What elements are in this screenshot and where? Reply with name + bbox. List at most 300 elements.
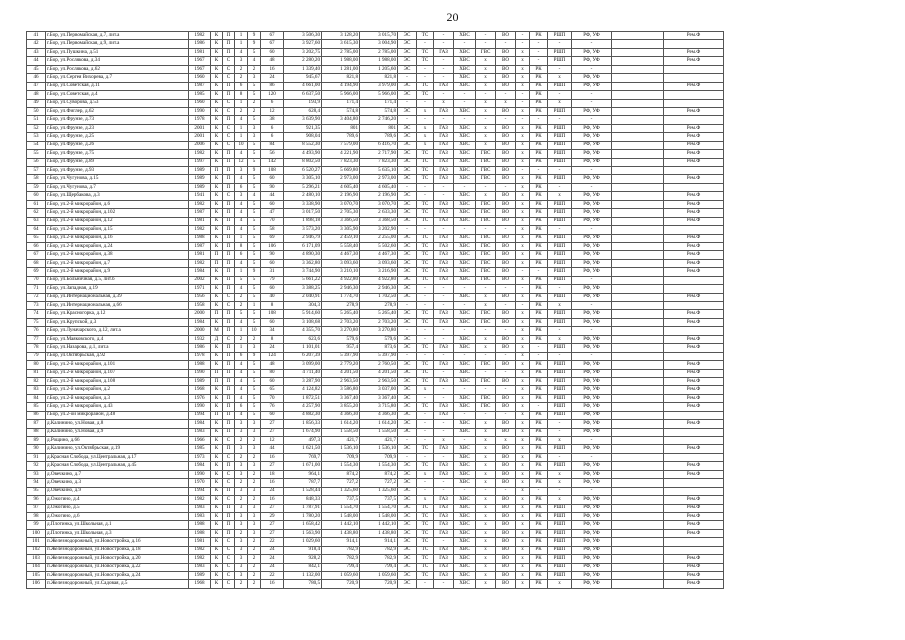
cell-rshp: РШП (548, 251, 572, 259)
cell-rshp: РШП (548, 293, 572, 301)
cell-total-area: 3 388,25 (284, 285, 322, 293)
cell-living-area: 1 281,00 (322, 65, 360, 73)
cell-rshp: х (548, 302, 572, 310)
cell-rf-uf: РФ, УФ (572, 251, 612, 259)
table-row (27, 369, 724, 377)
cell-residential-area: 727,2 (360, 479, 398, 487)
cell-apartments: 69 (261, 234, 284, 242)
cell-wall-material: К (211, 352, 223, 360)
cell-entrances: 3 (235, 428, 248, 436)
table-row (27, 445, 724, 453)
cell-floors: 5 (248, 226, 261, 234)
cell-wall-material: К (211, 32, 223, 40)
table-row (27, 529, 724, 537)
cell-row-number: 42 (27, 40, 46, 48)
cell-floors: 3 (248, 344, 261, 352)
cell-rk: РК (530, 276, 548, 284)
cell-extra (612, 302, 664, 310)
cell-hot-water: - (476, 183, 496, 191)
cell-chute: х (516, 521, 530, 529)
cell-hot-water: х (476, 133, 496, 141)
cell-rshp: РШП (548, 209, 572, 217)
cell-living-area: 4 221,90 (322, 150, 360, 158)
cell-extra (612, 276, 664, 284)
cell-entrances: 2 (235, 74, 248, 82)
cell-year-built: 1968 (189, 580, 211, 588)
cell-rshp: х (548, 192, 572, 200)
cell-heating: ТС (417, 521, 434, 529)
cell-heating: ТС (417, 538, 434, 546)
cell-type: П (223, 428, 235, 436)
cell-entrances: 2 (235, 580, 248, 588)
cell-floors: 5 (248, 116, 261, 124)
cell-repair-fund (664, 352, 724, 360)
cell-rshp: - (548, 183, 572, 191)
cell-chute: х (516, 394, 530, 402)
cell-rf-uf: РФ, УФ (572, 546, 612, 554)
cell-rshp: - (548, 428, 572, 436)
cell-extra (612, 141, 664, 149)
cell-entrances: 4 (235, 411, 248, 419)
cell-extra (612, 217, 664, 225)
cell-sewerage: ВО (496, 217, 516, 225)
cell-cold-water: ХВС (454, 453, 476, 461)
cell-apartments: 27 (261, 428, 284, 436)
cell-cold-water: - (454, 487, 476, 495)
cell-sewerage: ВО (496, 141, 516, 149)
cell-chute: - (516, 99, 530, 107)
cell-cold-water: ХВС (454, 293, 476, 301)
cell-type: С (223, 538, 235, 546)
cell-entrances: 3 (235, 192, 248, 200)
cell-wall-material: К (211, 453, 223, 461)
cell-hot-water: ГВС (476, 276, 496, 284)
cell-type: П (223, 512, 235, 520)
cell-apartments: 24 (261, 563, 284, 571)
cell-heating: - (417, 487, 434, 495)
cell-wall-material: К (211, 302, 223, 310)
cell-apartments: 84 (261, 141, 284, 149)
cell-extra (612, 48, 664, 56)
cell-floors: 2 (248, 538, 261, 546)
table-row (27, 82, 724, 90)
cell-hot-water: ГВС (476, 361, 496, 369)
cell-floors: 3 (248, 420, 261, 428)
cell-cold-water: ХВС (454, 470, 476, 478)
cell-residential-area: 3 368,50 (360, 217, 398, 225)
cell-living-area: 2 705,30 (322, 209, 360, 217)
cell-type: П (223, 487, 235, 495)
cell-cold-water: ХВС (454, 344, 476, 352)
cell-floors: 2 (248, 546, 261, 554)
cell-address: г.Бор, ул.2-й микрорайон, д.43 (46, 403, 189, 411)
cell-year-built: 1966 (189, 437, 211, 445)
cell-wall-material: К (211, 99, 223, 107)
cell-extra (612, 479, 664, 487)
cell-floors: 2 (248, 580, 261, 588)
cell-cold-water: ХВС (454, 251, 476, 259)
cell-sewerage: ВО (496, 124, 516, 132)
cell-wall-material: К (211, 48, 223, 56)
table-row (27, 234, 724, 242)
cell-rshp: РШП (548, 512, 572, 520)
cell-chute: - (516, 268, 530, 276)
cell-gas: ГАЗ (434, 251, 454, 259)
cell-address: г.Бор, ул.Фрунзе, д.89 (46, 158, 189, 166)
cell-type: С (223, 496, 235, 504)
cell-electricity: ЭС (398, 546, 417, 554)
cell-gas: - (434, 57, 454, 65)
cell-address: д.Калинино, ул.Новая, д.9 (46, 428, 189, 436)
cell-rshp: РШП (548, 344, 572, 352)
cell-living-area: 5 966,00 (322, 91, 360, 99)
cell-chute: х (516, 74, 530, 82)
cell-extra (612, 504, 664, 512)
cell-living-area: 3 210,10 (322, 268, 360, 276)
cell-wall-material: К (211, 538, 223, 546)
cell-year-built: 1990 (189, 107, 211, 115)
cell-chute: х (516, 386, 530, 394)
cell-entrances: 4 (235, 285, 248, 293)
page-number: 20 (446, 10, 459, 24)
cell-living-area: 709,9 (322, 453, 360, 461)
cell-apartments: 16 (261, 65, 284, 73)
cell-rshp: РШП (548, 259, 572, 267)
cell-floors: 2 (248, 496, 261, 504)
cell-extra (612, 150, 664, 158)
cell-rf-uf: РФ, УФ (572, 462, 612, 470)
cell-type: С (223, 546, 235, 554)
cell-entrances: 3 (235, 487, 248, 495)
cell-cold-water: ХВС (454, 445, 476, 453)
cell-heating: х (417, 496, 434, 504)
cell-floors: 5 (248, 276, 261, 284)
cell-heating: - (417, 580, 434, 588)
cell-residential-area: 4 366,30 (360, 411, 398, 419)
cell-residential-area: 3 979,00 (360, 82, 398, 90)
cell-row-number: 86 (27, 411, 46, 419)
cell-rf-uf: - (572, 91, 612, 99)
cell-chute: х (516, 344, 530, 352)
cell-chute: х (516, 327, 530, 335)
cell-cold-water: - (454, 327, 476, 335)
cell-type: П (223, 32, 235, 40)
cell-rshp: РШП (548, 504, 572, 512)
cell-address: г.Бор, ул.Фрунзе, д.26 (46, 141, 189, 149)
cell-repair-fund: Рем.Ф (664, 175, 724, 183)
cell-repair-fund: Рем.Ф (664, 124, 724, 132)
cell-cold-water: - (454, 226, 476, 234)
cell-row-number: 83 (27, 386, 46, 394)
cell-rshp: РШП (548, 200, 572, 208)
cell-row-number: 59 (27, 183, 46, 191)
cell-rk: РК (530, 529, 548, 537)
cell-hot-water: х (476, 57, 496, 65)
cell-electricity: ЭС (398, 124, 417, 132)
cell-electricity: ЭС (398, 57, 417, 65)
cell-rshp: РШП (548, 276, 572, 284)
cell-wall-material: К (211, 276, 223, 284)
cell-repair-fund: Рем.Ф (664, 563, 724, 571)
cell-heating: ТС (417, 217, 434, 225)
cell-heating: ТС (417, 259, 434, 267)
cell-address: г.Бор, ул.2-й микрорайон, д.6 (46, 200, 189, 208)
cell-floors: 2 (248, 555, 261, 563)
cell-rshp: х (548, 335, 572, 343)
cell-row-number: 51 (27, 116, 46, 124)
cell-rf-uf: - (572, 183, 612, 191)
table-row (27, 403, 724, 411)
cell-heating: ТС (417, 268, 434, 276)
cell-cold-water: ХВС (454, 572, 476, 580)
cell-apartments: 90 (261, 183, 284, 191)
cell-hot-water: х (476, 453, 496, 461)
cell-chute: х (516, 487, 530, 495)
cell-repair-fund: Рем.Ф (664, 445, 724, 453)
cell-rk: - (530, 167, 548, 175)
cell-residential-area: 1 205,60 (360, 65, 398, 73)
cell-wall-material: К (211, 200, 223, 208)
cell-heating: ТС (417, 242, 434, 250)
table-row (27, 344, 724, 352)
cell-rk: РК (530, 192, 548, 200)
cell-apartments: 18 (261, 470, 284, 478)
cell-total-area: 4 711,40 (284, 369, 322, 377)
cell-type: С (223, 141, 235, 149)
cell-year-built: 1982 (189, 150, 211, 158)
cell-address: г.Бор, ул.Фрунзе, д.23 (46, 124, 189, 132)
cell-living-area: 4 366,30 (322, 411, 360, 419)
cell-entrances: 2 (235, 65, 248, 73)
cell-wall-material: К (211, 572, 223, 580)
cell-year-built: 2000 (189, 310, 211, 318)
cell-gas: ГАЗ (434, 141, 454, 149)
cell-sewerage: - (496, 183, 516, 191)
cell-address: г.Бор, ул.Первомайская, д.7, лит.а (46, 32, 189, 40)
cell-apartments: 124 (261, 352, 284, 360)
cell-floors: 5 (248, 361, 261, 369)
cell-entrances: 1 (235, 344, 248, 352)
cell-gas: ГАЗ (434, 259, 454, 267)
cell-entrances: 4 (235, 217, 248, 225)
cell-sewerage: ВО (496, 259, 516, 267)
cell-sewerage: ВО (496, 555, 516, 563)
cell-heating: - (417, 302, 434, 310)
cell-apartments: 67 (261, 40, 284, 48)
cell-type: С (223, 107, 235, 115)
cell-chute: х (516, 276, 530, 284)
cell-hot-water: х (476, 504, 496, 512)
table-row (27, 377, 724, 385)
cell-chute: х (516, 420, 530, 428)
cell-address: г.Бор, ул.Красногорка, д.12 (46, 310, 189, 318)
cell-sewerage: ВО (496, 293, 516, 301)
cell-total-area: 4 257,90 (284, 403, 322, 411)
cell-gas: ГАЗ (434, 276, 454, 284)
cell-rshp: х (548, 479, 572, 487)
cell-rf-uf: РФ, УФ (572, 74, 612, 82)
cell-electricity: ЭС (398, 192, 417, 200)
cell-rf-uf: РФ, УФ (572, 310, 612, 318)
cell-chute: х (516, 310, 530, 318)
cell-floors: 5 (248, 200, 261, 208)
cell-electricity: ЭС (398, 141, 417, 149)
cell-repair-fund: Рем.Ф (664, 335, 724, 343)
cell-living-area: 4 194,90 (322, 82, 360, 90)
cell-apartments: 16 (261, 580, 284, 588)
cell-total-area: 1 563,90 (284, 529, 322, 537)
table-row (27, 555, 724, 563)
cell-heating: - (417, 335, 434, 343)
cell-gas: - (434, 453, 454, 461)
cell-wall-material: К (211, 318, 223, 326)
cell-rk: РК (530, 242, 548, 250)
cell-rf-uf: РФ, УФ (572, 420, 612, 428)
cell-year-built: 1985 (189, 445, 211, 453)
cell-type: П (223, 116, 235, 124)
cell-living-area: 7 579,00 (322, 141, 360, 149)
cell-extra (612, 268, 664, 276)
table-row (27, 116, 724, 124)
cell-living-area: 1 614,20 (322, 420, 360, 428)
cell-sewerage: ВО (496, 74, 516, 82)
cell-apartments: 106 (261, 242, 284, 250)
cell-total-area: 787,7 (284, 479, 322, 487)
cell-apartments: 60 (261, 411, 284, 419)
cell-hot-water: х (476, 572, 496, 580)
table-row (27, 57, 724, 65)
cell-type: С (223, 453, 235, 461)
cell-type: С (223, 437, 235, 445)
cell-cold-water: ХВС (454, 420, 476, 428)
cell-sewerage: ВО (496, 310, 516, 318)
cell-sewerage: ВО (496, 453, 516, 461)
cell-year-built: 2002 (189, 276, 211, 284)
cell-sewerage: - (496, 327, 516, 335)
cell-wall-material: К (211, 555, 223, 563)
cell-heating: ТС (417, 546, 434, 554)
table-row (27, 268, 724, 276)
cell-apartments: 38 (261, 116, 284, 124)
cell-sewerage: - (496, 285, 516, 293)
cell-chute: х (516, 538, 530, 546)
cell-repair-fund (664, 487, 724, 495)
cell-year-built: 1956 (189, 293, 211, 301)
cell-total-area: 921,35 (284, 124, 322, 132)
cell-rf-uf: РФ, УФ (572, 563, 612, 571)
cell-address: п.Железнодорожный, ул.Новостройка, д.22 (46, 563, 189, 571)
cell-electricity: ЭС (398, 512, 417, 520)
cell-residential-area: 5 966,00 (360, 91, 398, 99)
cell-floors: 5 (248, 91, 261, 99)
cell-extra (612, 335, 664, 343)
cell-residential-area: 2 946,30 (360, 285, 398, 293)
cell-extra (612, 74, 664, 82)
cell-row-number: 92 (27, 462, 46, 470)
cell-repair-fund: Рем.Ф (664, 251, 724, 259)
cell-entrances: 4 (235, 209, 248, 217)
cell-living-area: 4 467,30 (322, 251, 360, 259)
table-row (27, 428, 724, 436)
table-row (27, 133, 724, 141)
cell-type: П (223, 226, 235, 234)
cell-chute: х (516, 48, 530, 56)
cell-sewerage: - (496, 226, 516, 234)
cell-year-built: 1978 (189, 352, 211, 360)
cell-apartments: 16 (261, 496, 284, 504)
cell-sewerage: ВО (496, 234, 516, 242)
cell-apartments: 27 (261, 420, 284, 428)
cell-address: д.Ожогино, д.6 (46, 512, 189, 520)
cell-repair-fund (664, 479, 724, 487)
cell-wall-material: К (211, 529, 223, 537)
cell-year-built: 1960 (189, 74, 211, 82)
cell-type: П (223, 259, 235, 267)
cell-wall-material: К (211, 91, 223, 99)
cell-sewerage: - (496, 352, 516, 360)
cell-cold-water: ХВС (454, 234, 476, 242)
cell-row-number: 95 (27, 487, 46, 495)
cell-year-built: 1982 (189, 496, 211, 504)
cell-heating: ТС (417, 200, 434, 208)
cell-total-area: 3 639,90 (284, 116, 322, 124)
cell-rk: РК (530, 572, 548, 580)
cell-residential-area: 4 467,30 (360, 251, 398, 259)
cell-gas: ГАЗ (434, 563, 454, 571)
cell-entrances: 4 (235, 116, 248, 124)
cell-type: С (223, 580, 235, 588)
cell-gas: ГАЗ (434, 82, 454, 90)
cell-rk: РК (530, 209, 548, 217)
cell-repair-fund: Рем.Ф (664, 580, 724, 588)
cell-total-area: 6 637,50 (284, 91, 322, 99)
cell-floors: 10 (248, 327, 261, 335)
cell-apartments: 27 (261, 504, 284, 512)
cell-apartments: 27 (261, 521, 284, 529)
cell-rk: РК (530, 369, 548, 377)
cell-rf-uf: РФ, УФ (572, 234, 612, 242)
cell-chute: х (516, 175, 530, 183)
cell-hot-water: ГВС (476, 200, 496, 208)
cell-apartments: 79 (261, 276, 284, 284)
cell-repair-fund: Рем.Ф (664, 82, 724, 90)
cell-residential-area: 2 963,50 (360, 377, 398, 385)
cell-living-area: 2 779,20 (322, 361, 360, 369)
cell-gas: ГАЗ (434, 521, 454, 529)
cell-electricity: - (398, 226, 417, 234)
cell-address: г.Бор, ул.Назарова, д.1, лит.а (46, 344, 189, 352)
cell-hot-water: х (476, 65, 496, 73)
cell-rf-uf: - (572, 226, 612, 234)
cell-repair-fund: Рем.Ф (664, 512, 724, 520)
cell-residential-area: 2 746,20 (360, 116, 398, 124)
cell-rk: РК (530, 470, 548, 478)
table-row (27, 361, 724, 369)
cell-row-number: 84 (27, 394, 46, 402)
cell-hot-water: х (476, 428, 496, 436)
cell-type: П (223, 377, 235, 385)
cell-row-number: 52 (27, 124, 46, 132)
cell-hot-water: х (476, 580, 496, 588)
cell-floors: 2 (248, 65, 261, 73)
cell-address: п.Железнодорожный, ул.Новостройка, д.16 (46, 538, 189, 546)
cell-address: г.Бор, ул.Маяковского, д.4 (46, 335, 189, 343)
cell-gas: - (434, 428, 454, 436)
cell-rf-uf: РФ, УФ (572, 479, 612, 487)
cell-wall-material: К (211, 479, 223, 487)
cell-repair-fund: Рем.Ф (664, 234, 724, 242)
cell-hot-water: ГВС (476, 48, 496, 56)
